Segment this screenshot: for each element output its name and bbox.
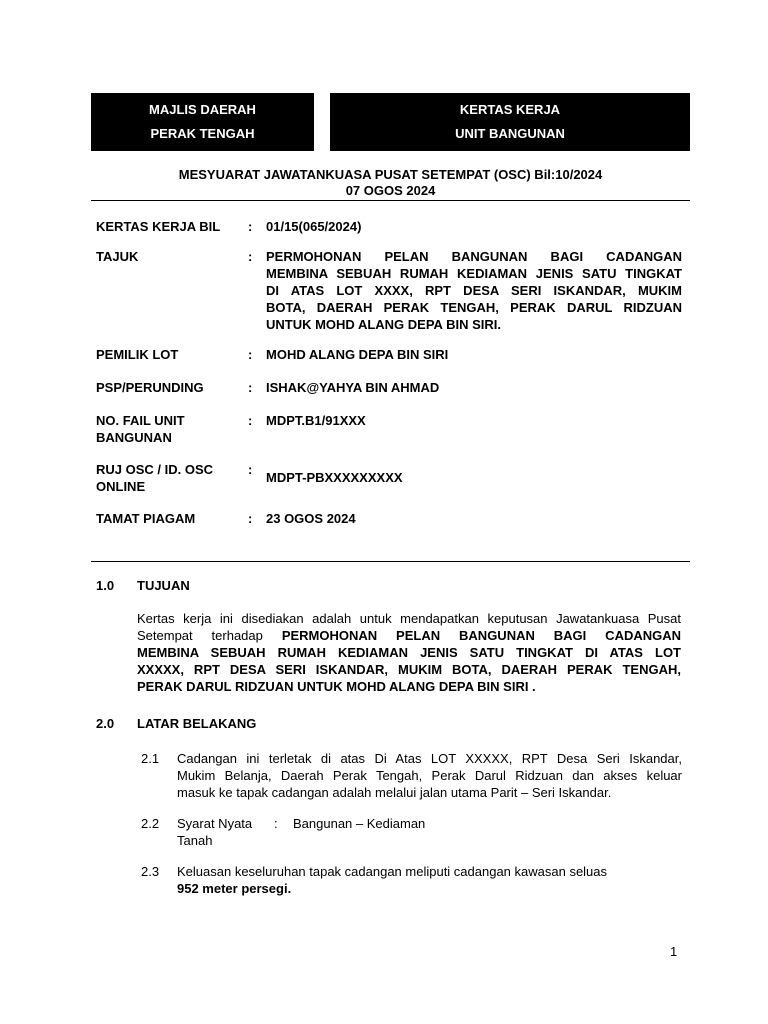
paragraph-line: MEMBINA SEBUAH RUMAH KEDIAMAN JENIS SATU TINGKAT DI ATAS LOT xyxy=(137,645,681,660)
paragraph-text: Setempat terhadap xyxy=(137,628,263,643)
info-label: TAMAT PIAGAM xyxy=(96,511,196,526)
info-colon: : xyxy=(248,219,253,234)
info-label-line: RUJ OSC / ID. OSC xyxy=(96,462,214,477)
paragraph-line: Keluasan keseluruhan tapak cadangan meliputi cadangan kawasan seluas xyxy=(177,864,608,879)
paragraph-bold-text: PERMOHONAN PELAN BANGUNAN BAGI CADANGAN xyxy=(281,628,682,643)
title-line: UNTUK MOHD ALANG DEPA BIN SIRI. xyxy=(266,317,501,332)
section-title: TUJUAN xyxy=(137,578,190,593)
title-line: BOTA, DAERAH PERAK TENGAH, PERAK DARUL RIDZUAN xyxy=(266,300,682,315)
info-label: PSP/PERUNDING xyxy=(96,380,204,395)
page-number: 1 xyxy=(670,944,678,959)
council-name-line1: MAJLIS DAERAH xyxy=(149,102,256,117)
info-value: MOHD ALANG DEPA BIN SIRI xyxy=(266,347,449,362)
info-value: ISHAK@YAHYA BIN AHMAD xyxy=(266,380,440,395)
info-label-line: NO. FAIL UNIT xyxy=(96,413,185,428)
info-value: MDPT.B1/91XXX xyxy=(266,413,366,428)
paragraph-line: Mukim Belanja, Daerah Perak Tengah, Perak Darul Ridzuan dan akses keluar xyxy=(177,768,682,783)
paragraph-line: PERAK DARUL RIDZUAN UNTUK MOHD ALANG DEPA BIN SIRI . xyxy=(137,679,536,694)
council-name-line2: PERAK TENGAH xyxy=(150,126,255,141)
land-condition xyxy=(177,815,682,849)
info-colon: : xyxy=(248,347,253,362)
info-label-line: ONLINE xyxy=(96,479,146,494)
info-label: PEMILIK LOT xyxy=(96,347,179,362)
info-value: MDPT-PBXXXXXXXXX xyxy=(266,470,403,485)
land-condition-label: Tanah xyxy=(177,833,213,848)
info-label xyxy=(96,412,236,446)
document-type-box xyxy=(330,93,690,151)
document-type-line1: KERTAS KERJA xyxy=(459,102,561,117)
paragraph-line: Cadangan ini terletak di atas Di Atas LOT XXXXX, RPT Desa Seri Iskandar, xyxy=(177,751,682,766)
info-colon: : xyxy=(248,249,253,264)
land-condition-value: Bangunan – Kediaman xyxy=(293,816,426,831)
info-label xyxy=(96,461,236,495)
subsection-text xyxy=(177,750,682,801)
info-label: KERTAS KERJA BIL xyxy=(96,219,221,234)
section-number: 1.0 xyxy=(96,578,115,593)
document-type-line2: UNIT BANGUNAN xyxy=(455,126,565,141)
land-condition-colon: : xyxy=(274,816,278,831)
divider-top xyxy=(91,200,690,201)
info-value: 23 OGOS 2024 xyxy=(266,511,356,526)
paragraph-line: Kertas kerja ini disediakan adalah untuk mendapatkan keputusan Jawatankuasa Pusat xyxy=(137,611,681,626)
info-colon: : xyxy=(248,511,253,526)
info-colon: : xyxy=(248,413,253,428)
title-line: MEMBINA SEBUAH RUMAH KEDIAMAN JENIS SATU TINGKAT xyxy=(266,266,682,281)
info-colon: : xyxy=(248,380,253,395)
info-value xyxy=(266,248,682,333)
subsection-text xyxy=(177,863,682,897)
paragraph-line xyxy=(137,627,681,644)
section-title: LATAR BELAKANG xyxy=(137,716,257,731)
meeting-date: 07 OGOS 2024 xyxy=(345,183,436,198)
title-line: DI ATAS LOT XXXX, RPT DESA SERI ISKANDAR, MUKIM xyxy=(266,283,682,298)
title-line: PERMOHONAN PELAN BANGUNAN BAGI CADANGAN xyxy=(266,249,682,264)
subsection-number: 2.3 xyxy=(141,864,160,879)
paragraph-line: masuk ke tapak cadangan adalah melalui jalan utama Parit – Seri Iskandar. xyxy=(177,785,612,800)
info-label-line: BANGUNAN xyxy=(96,430,172,445)
subsection-number: 2.1 xyxy=(141,751,160,766)
paragraph-line: XXXXX, RPT DESA SERI ISKANDAR, MUKIM BOTA, DAERAH PERAK TENGAH, xyxy=(137,662,681,677)
subsection-number: 2.2 xyxy=(141,816,160,831)
purpose-paragraph xyxy=(137,610,681,695)
council-header-box xyxy=(91,93,314,151)
meeting-title: MESYUARAT JAWATANKUASA PUSAT SETEMPAT (OSC) Bil:10/2024 xyxy=(178,167,603,182)
info-colon: : xyxy=(248,462,253,477)
divider-bottom xyxy=(91,561,690,562)
land-condition-label: Syarat Nyata xyxy=(177,816,253,831)
info-value: 01/15(065/2024) xyxy=(266,219,362,234)
site-area: 952 meter persegi. xyxy=(177,881,292,896)
section-number: 2.0 xyxy=(96,716,115,731)
info-label: TAJUK xyxy=(96,249,139,264)
